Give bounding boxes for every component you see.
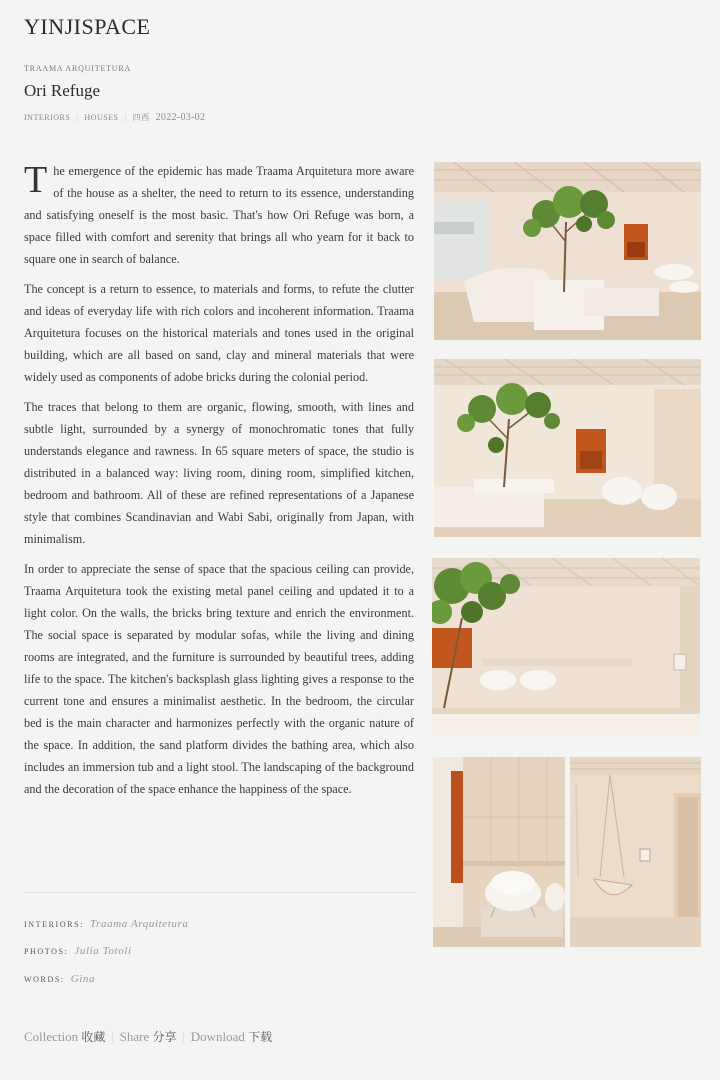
collection-label: Collection	[24, 1029, 79, 1044]
collection-button[interactable]	[24, 1028, 105, 1045]
share-label-cn: 分享	[152, 1030, 177, 1044]
download-label-cn: 下载	[248, 1030, 273, 1044]
article-category[interactable]: TRAAMA ARQUITETURA	[24, 64, 132, 73]
action-separator: |	[182, 1030, 185, 1043]
photo-seating[interactable]	[432, 558, 700, 736]
credit-interiors	[24, 918, 189, 930]
article-actions	[24, 1028, 272, 1045]
download-button[interactable]	[191, 1028, 272, 1045]
tag-interiors[interactable]: INTERIORS	[24, 113, 71, 122]
views-label: 四西	[132, 113, 150, 122]
photo-living-room-image	[434, 162, 701, 340]
photo-seating-image	[432, 558, 700, 736]
article-paragraph: The traces that belong to them are organic, flowing, smooth, with lines and subtle light, surrounded by a synergy of monochromatic tones that fully understands elegance and rawness. In 65 square meters of space, the studio is distributed in a balanced way: living room, dining room, simplified kitchen, bedroom and bathroom. All of these are refined representations of a Japanese style that combines Scandinavian and Wabi Sabi, originally from Japan, with minimalism.	[24, 400, 414, 546]
collection-label-cn: 收藏	[81, 1030, 106, 1044]
photo-hanging-chair[interactable]	[570, 757, 701, 947]
credit-label: PHOTOS:	[24, 947, 69, 956]
photo-hanging-chair-image	[570, 757, 701, 947]
credit-label: INTERIORS:	[24, 920, 84, 929]
publish-date: 2022-03-02	[155, 112, 206, 123]
article-paragraph: The concept is a return to essence, to materials and forms, to refute the clutter and ideas of everyday life with rich colors and incoherent information. Traama Arquitetura focuses on the historical materials and tones used in the original building, which are all based on sand, clay and mineral materials that were widely used as components of adobe bricks during the colonial period.	[24, 282, 414, 384]
credit-photos	[24, 945, 132, 957]
section-divider	[24, 892, 416, 893]
photo-lounge-image	[434, 359, 701, 537]
article-paragraph: In order to appreciate the sense of space that the spacious ceiling can provide, Traama Arquitetura took the existing metal panel ceiling and updated it to a light color. On the walls, the bricks bring texture and enrich the environment. The social space is separated by modular sofas, while the living and dining rooms are integrated, and the furniture is surrounded by beautiful trees, adding life to the space. The kitchen's backsplash glass lighting gives a response to the current tone and ensures a minimalist aesthetic. In the bedroom, the circular bed is the main character and harmonizes perfectly with the organic nature of the space. In addition, the sand platform divides the bathing area, which also includes an immersion tub and a light stool. The landscaping of the background and the decoration of the space enhance the happiness of the space.	[24, 562, 414, 796]
credit-label: WORDS:	[24, 975, 65, 984]
credit-words	[24, 973, 95, 985]
tag-houses[interactable]: HOUSES	[84, 113, 119, 122]
dropcap-letter: T	[24, 159, 48, 201]
credit-value[interactable]: Traama Arquitetura	[90, 918, 189, 930]
photo-lounge[interactable]	[434, 359, 701, 537]
photo-living-room[interactable]	[434, 162, 701, 340]
article-body	[24, 160, 414, 808]
meta-separator: |	[124, 113, 127, 122]
article-paragraph	[24, 160, 414, 270]
credit-value[interactable]: Gina	[70, 973, 96, 985]
page-title: Ori Refuge	[24, 81, 101, 100]
site-logo[interactable]: YINJISPACE	[24, 14, 151, 39]
paragraph-text: he emergence of the epidemic has made Traama Arquitetura more aware of the house as a shelter, the need to return to its essence, understanding and satisfying oneself is the most basic. That's how Ori Refuge was born, a space filled with comfort and serenity that brings all who yearn for it back to square one in search of balance.	[24, 164, 414, 266]
photo-bedroom[interactable]	[433, 757, 565, 947]
credit-value[interactable]: Julia Totoli	[74, 945, 132, 957]
download-label: Download	[190, 1029, 245, 1044]
share-button[interactable]	[120, 1028, 177, 1045]
article-meta	[24, 112, 205, 123]
meta-separator: |	[76, 113, 79, 122]
photo-bedroom-image	[433, 757, 565, 947]
action-separator: |	[111, 1030, 114, 1043]
share-label: Share	[119, 1029, 150, 1044]
